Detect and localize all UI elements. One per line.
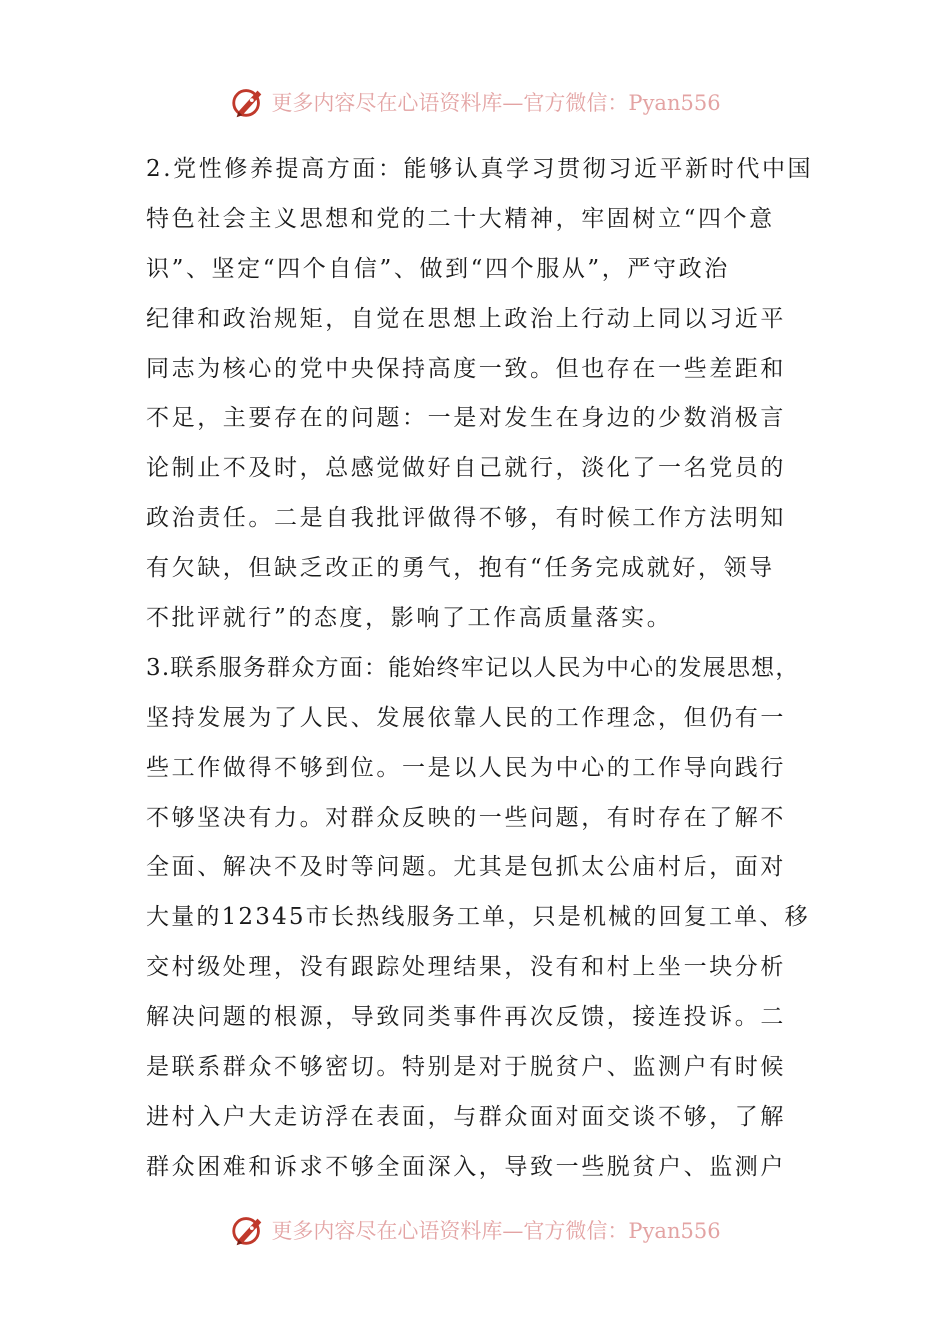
text-line: 进村入户大走访浮在表面，与群众面对面交谈不够，了解 <box>146 1103 786 1130</box>
text-line: 不批评就行”的态度，影响了工作高质量落实。 <box>146 605 673 632</box>
text-line: 论制止不及时，总感觉做好自己就行，淡化了一名党员的 <box>146 455 786 482</box>
text-line: 群众困难和诉求不够全面深入，导致一些脱贫户、监测户 <box>146 1153 786 1180</box>
header-watermark-banner <box>0 82 950 122</box>
text-line: 2.党性修养提高方面：能够认真学习贯彻习近平新时代中国 <box>146 156 814 182</box>
text-line: 全面、解决不及时等问题。尤其是包抓太公庙村后，面对 <box>146 854 786 881</box>
pen-logo-icon <box>229 1211 267 1249</box>
text-line: 大量的12345市长热线服务工单，只是机械的回复工单、移 <box>146 904 810 931</box>
text-line: 同志为核心的党中央保持高度一致。但也存在一些差距和 <box>146 355 786 382</box>
text-line: 政治责任。二是自我批评做得不够，有时候工作方法明知 <box>146 505 786 532</box>
text-line: 是联系群众不够密切。特别是对于脱贫户、监测户有时候 <box>146 1054 786 1081</box>
text-line: 3.联系服务群众方面：能始终牢记以人民为中心的发展思想， <box>146 654 800 681</box>
text-line: 些工作做得不够到位。一是以人民为中心的工作导向践行 <box>146 754 786 781</box>
text-line: 有欠缺，但缺乏改正的勇气，抱有“任务完成就好，领导 <box>146 555 775 582</box>
footer-watermark-text: 更多内容尽在心语资料库—官方微信：Pyan556 <box>271 1219 721 1243</box>
text-line: 识”、坚定“四个自信”、做到“四个服从”，严守政治 <box>146 255 730 282</box>
header-watermark-text: 更多内容尽在心语资料库—官方微信：Pyan556 <box>271 91 721 115</box>
text-line: 不够坚决有力。对群众反映的一些问题，有时存在了解不 <box>146 804 786 831</box>
text-line: 纪律和政治规矩，自觉在思想上政治上行动上同以习近平 <box>146 305 786 332</box>
text-line: 不足，主要存在的问题：一是对发生在身边的少数消极言 <box>146 405 786 432</box>
document-body <box>146 145 816 1193</box>
text-line: 特色社会主义思想和党的二十大精神，牢固树立“四个意 <box>146 205 775 232</box>
text-line: 坚持发展为了人民、发展依靠人民的工作理念，但仍有一 <box>146 704 786 731</box>
pen-logo-icon <box>229 83 267 121</box>
text-line: 交村级处理，没有跟踪处理结果，没有和村上坐一块分析 <box>146 954 786 981</box>
text-line: 解决问题的根源，导致同类事件再次反馈，接连投诉。二 <box>146 1004 786 1031</box>
footer-watermark-banner <box>0 1210 950 1250</box>
